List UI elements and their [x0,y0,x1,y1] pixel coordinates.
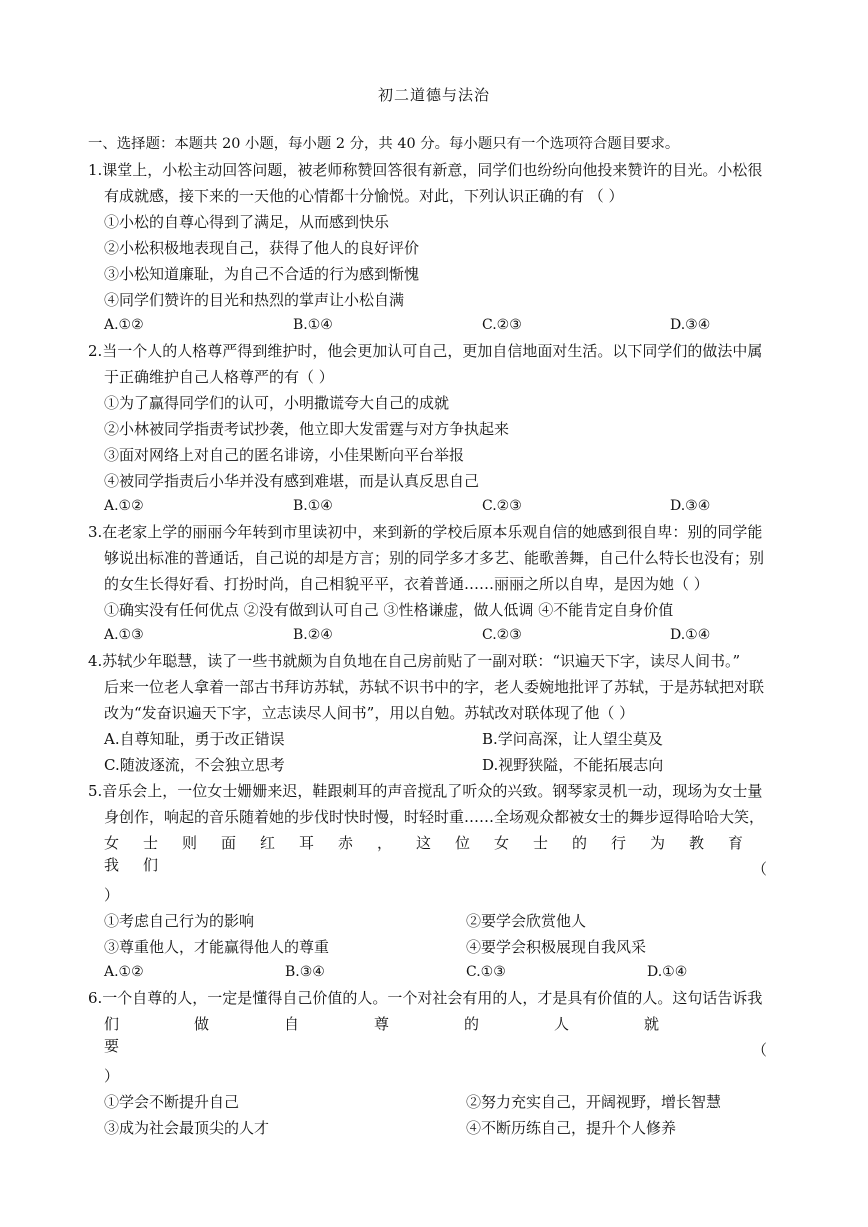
q5-stem-line-3 [104,832,788,876]
q2-item-3: ③面对网络上对自己的匿名诽谤，小佳果断向平台举报 [104,446,465,464]
q6-item-2: ②努力充实自己，开阔视野，增长智慧 [466,1093,722,1111]
q1-option-c[interactable]: C.②③ [482,317,522,333]
q3-option-d[interactable]: D.①④ [670,627,711,643]
q6-stem-line-1: 6.一个自尊的人，一定是懂得自己价值的人。一个对社会有用的人，才是具有价值的人。这句话告诉我 [88,989,763,1007]
q4-stem-line-2: 后来一位老人拿着一部古书拜访苏轼，苏轼不识书中的字，老人委婉地批评了苏轼，于是苏轼把对联 [104,678,765,696]
q1-option-d[interactable]: D.③④ [670,317,711,333]
q4-option-a[interactable]: A.自尊知耻，勇于改正错误 [104,730,285,748]
q5-option-d[interactable]: D.①④ [647,964,688,980]
q1-item-4: ④同学们赞许的目光和热烈的掌声让小松自满 [104,291,405,309]
q4-option-b[interactable]: B.学问高深，让人望尘莫及 [482,730,663,748]
q2-option-a[interactable]: A.①② [104,498,144,514]
q3-stem-line-3: 的女生长得好看、打扮时尚，自己相貌平平，衣着普通……丽丽之所以自卑，是因为她（ ） [104,575,709,593]
q3-option-c[interactable]: C.②③ [482,627,522,643]
q3-stem-line-2: 够说出标准的普通话，自己说的却是方言；别的同学多才多艺、能歌善舞，自己什么特长也没有；别 [104,549,765,567]
q1-item-3: ③小松知道廉耻，为自己不合适的行为感到惭愧 [104,265,420,283]
q2-stem-line-1: 2.当一个人的人格尊严得到维护时，他会更加认可自己，更加自信地面对生活。以下同学们的做法中属 [88,342,763,360]
page-title: 初二道德与法治 [377,86,490,104]
q5-item-4: ④要学会积极展现自我风采 [466,938,647,956]
q1-option-a[interactable]: A.①② [104,317,144,333]
q6-item-4: ④不断历练自己，提升个人修养 [466,1119,677,1137]
q6-stem-line-2 [104,1013,788,1057]
q5-option-b[interactable]: B.③④ [285,964,325,980]
q2-stem-line-2: 于正确维护自己人格尊严的有（ ） [104,368,334,386]
q5-item-1: ①考虑自己行为的影响 [104,912,255,930]
q4-stem-line-1: 4.苏轼少年聪慧，读了一些书就颇为自负地在自己房前贴了一副对联：“识遍天下字，读尽人间书。” [88,652,741,670]
q2-item-2: ②小林被同学指责考试抄袭，他立即大发雷霆与对方争执起来 [104,420,510,438]
q5-answer-paren-open: （ [752,860,768,878]
q2-option-c[interactable]: C.②③ [482,498,522,514]
q6-item-1: ①学会不断提升自己 [104,1093,240,1111]
q4-option-d[interactable]: D.视野狭隘，不能拓展志向 [482,756,664,774]
q6-item-3: ③成为社会最顶尖的人才 [104,1119,270,1137]
q1-item-2: ②小松积极地表现自己，获得了他人的良好评价 [104,239,420,257]
q3-stem-line-1: 3.在老家上学的丽丽今年转到市里读初中，来到新的学校后原本乐观自信的她感到很自卑：别的同学能 [88,523,763,541]
q5-item-3: ③尊重他人，才能赢得他人的尊重 [104,938,330,956]
q5-option-a[interactable]: A.①② [104,964,144,980]
q6-answer-paren-close: ） [104,1067,120,1085]
q6-answer-paren-open: （ [752,1041,768,1059]
section-header: 一、选择题：本题共 20 小题，每小题 2 分，共 40 分。每小题只有一个选项符合题目要求。 [88,136,680,152]
q5-answer-paren-close: ） [104,886,120,904]
q5-stem-line-2: 身创作，响起的音乐随着她的步伐时快时慢，时轻时重……全场观众都被女士的舞步逗得哈哈大笑， [104,808,765,826]
q4-stem-line-3: 改为“发奋识遍天下字，立志读尽人间书”，用以自勉。苏轼改对联体现了他（ ） [104,704,635,722]
q3-option-b[interactable]: B.②④ [293,627,333,643]
q5-stem-justified-text: 女士则面红耳赤，这位女士的行为教育我们 [104,834,768,874]
q1-stem-line-2: 有成就感，接下来的一天他的心情都十分愉悦。对此，下列认识正确的有 （ ） [104,187,624,205]
q1-option-b[interactable]: B.①④ [293,317,333,333]
q1-stem-line-1: 1.课堂上，小松主动回答问题，被老师称赞回答很有新意，同学们也纷纷向他投来赞许的目光。小松很 [88,161,763,179]
q3-option-a[interactable]: A.①③ [104,627,144,643]
q2-item-1: ①为了赢得同学们的认可，小明撒谎夸大自己的成就 [104,394,450,412]
q6-stem-justified-text: 们做自尊的人就要 [104,1015,735,1055]
q2-option-d[interactable]: D.③④ [670,498,711,514]
q3-items-line: ①确实没有任何优点 ②没有做到认可自己 ③性格谦虚，做人低调 ④不能肯定自身价值 [104,601,674,619]
q4-option-c[interactable]: C.随波逐流，不会独立思考 [104,756,285,774]
q5-item-2: ②要学会欣赏他人 [466,912,587,930]
q5-stem-line-1: 5.音乐会上，一位女士姗姗来迟，鞋跟刺耳的声音搅乱了听众的兴致。钢琴家灵机一动，现场为女士量 [88,782,763,800]
q1-item-1: ①小松的自尊心得到了满足，从而感到快乐 [104,213,390,231]
q2-option-b[interactable]: B.①④ [293,498,333,514]
q5-option-c[interactable]: C.①③ [466,964,506,980]
q2-item-4: ④被同学指责后小华并没有感到难堪，而是认真反思自己 [104,472,480,490]
